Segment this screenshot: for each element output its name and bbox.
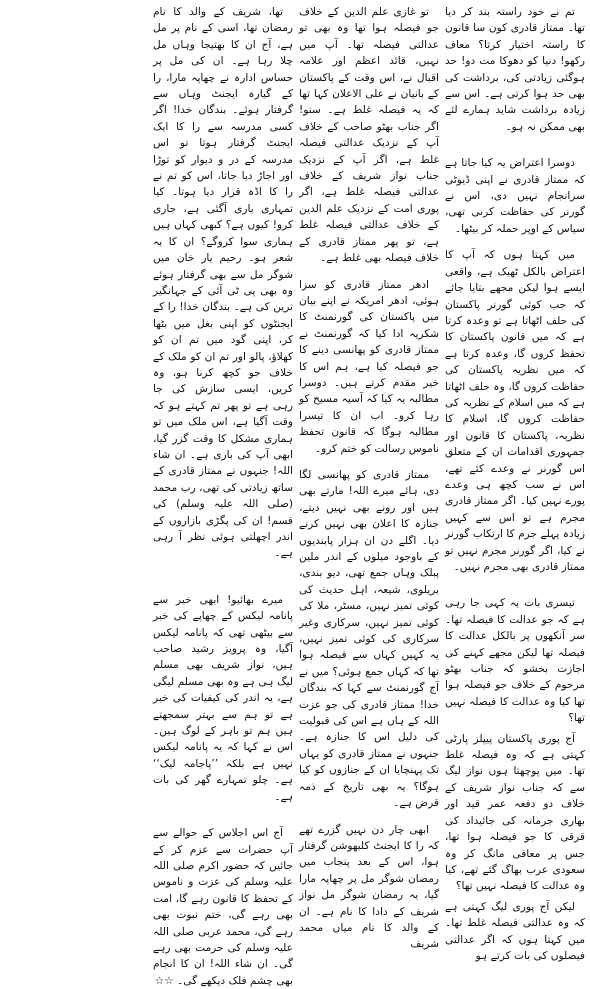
paragraph: آج پوری پاکستان پیپلز پارٹی کہتی ہے کہ وہ فیصلہ غلط تھا۔ میں پوچھتا ہوں نواز لیگ سے کہ جناب نواز شریف کے خلاف دو دفعہ عمر قید اور بھاری جرمانہ کی جائیداد کی قرقی کا جو فیصلہ ہوا تھا، جس پر معافی مانگ کر وہ سعودی عرب بھاگ گئے تھے، کیا وہ عدالت کا فیصلہ نہیں تھا؟ (445, 732, 585, 893)
paragraph: میں کہتا ہوں کہ آپ کا اعتراض بالکل ٹھیک ہے، واقعی ایسے ہوا لیکن مجھے بتایا جائے کہ جب کوئی گورنر پاکستان کی حلف اٹھاتا ہے تو وعدہ کرتا ہے کہ میں قانون پاکستان کا تحفظ کروں گا، وعدہ کرتا ہے کہ میں نظریہ پاکستان کی حفاظت کروں گا، وہ حلف اٹھاتا ہے کہ میں اسلام کے نظریہ کی حفاظت کروں گا، اسلام کا نظریہ، پاکستان کا قانون اور جمہوری اقدامات ان کے متعلق اس گورنر نے وعدے کئے تھے، اس نے سب کچھ ہی وعدے پورے نہیں کیا۔ اگر ممتاز قادری مجرم ہے تو اس سے کہیں زیادہ پہلے جرم کا ارتکاب گورنر نے کیا، اگر گورنر مجرم نہیں تو ممتاز قادری بھی مجرم نہیں۔ (445, 249, 585, 573)
paragraph: ابھی چار دن نہیں گزرے تھے کہ را کا ایجنٹ کلبھوشن گرفتار ہوا، اس کے بعد پنجاب میں رمضان شوگر مل پر چھاپہ مارا گیا، یہ رمضان شوگر مل نواز شریف کے دادا کا نام ہے۔ ان کے والد کا نام میاں محمد شریف (299, 823, 439, 951)
paragraph: میرے بھائیو! ابھی خیر سے پانامہ لیکس کے چھاپے کی خبر سے بیٹھی تھی کہ پانامہ لیکس آگیا، وہ پرویز رشید صاحب ہیں، نواز شریف بھی مسلم لیگ ہی ہے وہ بھی مسلم لیگی ہے، یہ اندر کی کیفیات کی خبر ہے تو ہم سے بہتر سمجھتے ہیں ہم تو باہر کے لوگ ہیں۔ اس نے کہا کہ یہ پانامہ لیکس نہیں ہے بلکہ ’’پاجامہ لیک‘‘ ہے۔ چلو تمہارے گھر کی بات ہے۔ (153, 593, 293, 803)
paragraph: دوسرا اعتراض یہ کیا جاتا ہے کہ ممتاز قادری نے اپنی ڈیوٹی سرانجام نہیں دی، اس نے گورنر کی حفاظت کرنی تھی، سیاس کے اوپر حملہ کر بیٹھا۔ (445, 157, 585, 235)
text-column-right (445, 4, 585, 962)
text-column-middle-left (153, 4, 293, 987)
text-column-middle-right (299, 4, 439, 951)
paragraph: ممتاز قادری کو پھانسی لگا دی، ہائے میرے اللہ! مارتے بھی ہیں اور رونے بھی نہیں دیتے، جنازہ کا اعلان بھی نہیں کرنے دیا۔ اگلے دن ان ہزار پابندیوں کے باوجود میلوں کے اندر ملین پبلک وہاں جمع تھی، دیو بندی، بریلوی، شیعہ، اہل حدیث کی کوئی تمیز نہیں، مسٹر، ملا کی کوئی تمیز نہیں، سرکاری وغیر سرکاری کی کوئی تمیز نہیں، یہ کہیں کہاں سے فیصلہ ہوا تھا کہ کہاں جمع ہوئی؟ میں نے آج گورنمنٹ سے کہا کہ بندگان خدا! ممتاز قادری کی جو عزت اللہ کے ہاں ہے اس کی قبولیت کی دلیل اس کا جنازہ ہے۔ جنہوں نے ممتاز قادری کو یہاں تک پہنچایا ان کے جنازوں کو کیا ہوگا؟ یہ بھی تاریخ کے ذمہ قرض ہے۔ (299, 468, 439, 810)
text-column-left (7, 4, 147, 800)
paragraph: تو غازی علم الدین کے خلاف جو فیصلہ ہوا تھا وہ بھی تو عدالتی فیصلہ تھا۔ آپ میں نہیں، قائد اعظم اور علامہ اقبال نے، اس وقت کے پاکستان کے بانیان نے علی الاعلان کہا تھا کہ یہ فیصلہ غلط ہے۔ سنو! اگر جناب بھٹو صاحب کے خلاف آپ کے نزدیک عدالتی فیصلہ غلط ہے، اگر آپ کے نزدیک جناب نواز شریف کے خلاف عدالتی فیصلہ غلط ہے، اگر پوری امت کے نزدیک علم الدین کے خلاف عدالتی فیصلہ غلط ہے، تو پھر ممتاز قادری کے خلاف فیصلہ بھی غلط ہے۔ (299, 6, 439, 265)
paragraph: آج اس اجلاس کے حوالے سے آپ حضرات سے عزم کر کے جائیں کہ حضور اکرم صلی اللہ علیہ وسلم کی عزت و ناموس کے تحفظ کا قانون رہے گا، امت بھی رہے گی، ختم نبوت بھی رہے گی، محمد عربی صلی اللہ علیہ وسلم کی حرمت بھی رہے گی۔ ان شاء اللہ! ان کا انجام بھی چشم فلک دیکھے گی۔ ☆☆ (153, 827, 293, 987)
paragraph: تیسری بات یہ کہی جا رہی ہے کہ جو عدالت کا فیصلہ تھا۔ سر آنکھوں پر بالکل عدالت کا فیصلہ تھا لیکن مجھے کہنے کی اجازت بخشو کہ جناب بھٹو مرحوم کے خلاف جو فیصلہ ہوا تھا کیا وہ عدالت کا فیصلہ نہیں تھا؟ (445, 597, 585, 725)
paragraph: لیکن آج پوری لیگ کہتی ہے کہ وہ عدالتی فیصلہ غلط تھا۔ میں کہتا ہوں کہ اگر عدالتی فیصلوں کی بات کرتے ہو (445, 900, 585, 962)
paragraph: تم نے خود راستہ بند کر دیا تھا۔ ممتاز قادری کون سا قانون کا راستہ اختیار کرتا؟ معاف رکھو! دنیا کو دھوکا مت دو! حد ہوگئی زیادتی کی، برداشت کی بھی حد ہوا کرتی ہے۔ اس سے زیادہ برداشت شاید ہمارے لئے بھی ممکن نہ ہو۔ (445, 6, 585, 133)
paragraph: تھا، شریف کے والد کا نام رمضان تھا، اسی کے نام پر مل ہے، آج ان کا بھتیجا وہاں مل چلا رہا ہے۔ ان کی مل پر حساس ادارہ نے چھاپہ مارا، را کے گیارہ ایجنٹ وہاں سے گرفتار ہوئے۔ بندگان خدا! اگر کسی مدرسہ سے را کا ایک ایجنٹ گرفتار ہوتا تو اس مدرسہ کے در و دیوار کو توڑا اور اجاڑ دیا جاتا، اس کو تم نے را کا اڈہ قرار دیا ہوتا۔ کیا تمہاری باری آگئی ہے، جاری کرو! کیوں ہے؟ کبھی کہاں ہیں ہماری سوا کروگے؟ ان کا یہ شعر ہو۔ رحیم یار خان میں شوگر مل سے بھی گرفتار ہوئے وہ بھی پی ٹی آئی کے جہانگیر ترین کی ہے۔ بندگان خدا! را کے ایجنٹوں کو اپنی بغل میں بٹھا کر، اپنی گود میں تم ان کو کھلاؤ، پالو اور تم ان کو ملک کے خلاف جو کچھ کرنا ہو، وہ کریں، ایسی سازش کی جا رہی ہے تو پھر تم کہتے ہو کہ وقت آگیا ہے، اس ملک میں تو ہماری مشکل کا وقت گزر گیا، ابھی آپ کی باری ہے۔ ان شاء اللہ! جنہوں نے ممتاز قادری کے ساتھ زیادتی کی تھی، رب محمد (صلی اللہ علیہ وسلم) کی قسم! ان کی پگڑی بازاروں کے اندر اچھلتی ہوئی نظر آ رہی ہے۔ (153, 6, 293, 560)
paragraph: ادھر ممتاز قادری کو سزا ہوئی، ادھر امریکہ نے اپنے بیان میں پاکستان کی گورنمنٹ کا شکریہ ادا کیا کہ گورنمنٹ نے ممتاز قادری کو پھانسی دینے کا جو فیصلہ کیا ہے، ہم اس کا خیر مقدم کرتے ہیں۔ دوسرا مطالبہ یہ کیا کہ آسیہ مسیح کو رہا کرو۔ اب ان کا تیسرا مطالبہ ہوگا کہ قانون تحفظ ناموس رسالت کو ختم کرو۔ (299, 278, 439, 455)
